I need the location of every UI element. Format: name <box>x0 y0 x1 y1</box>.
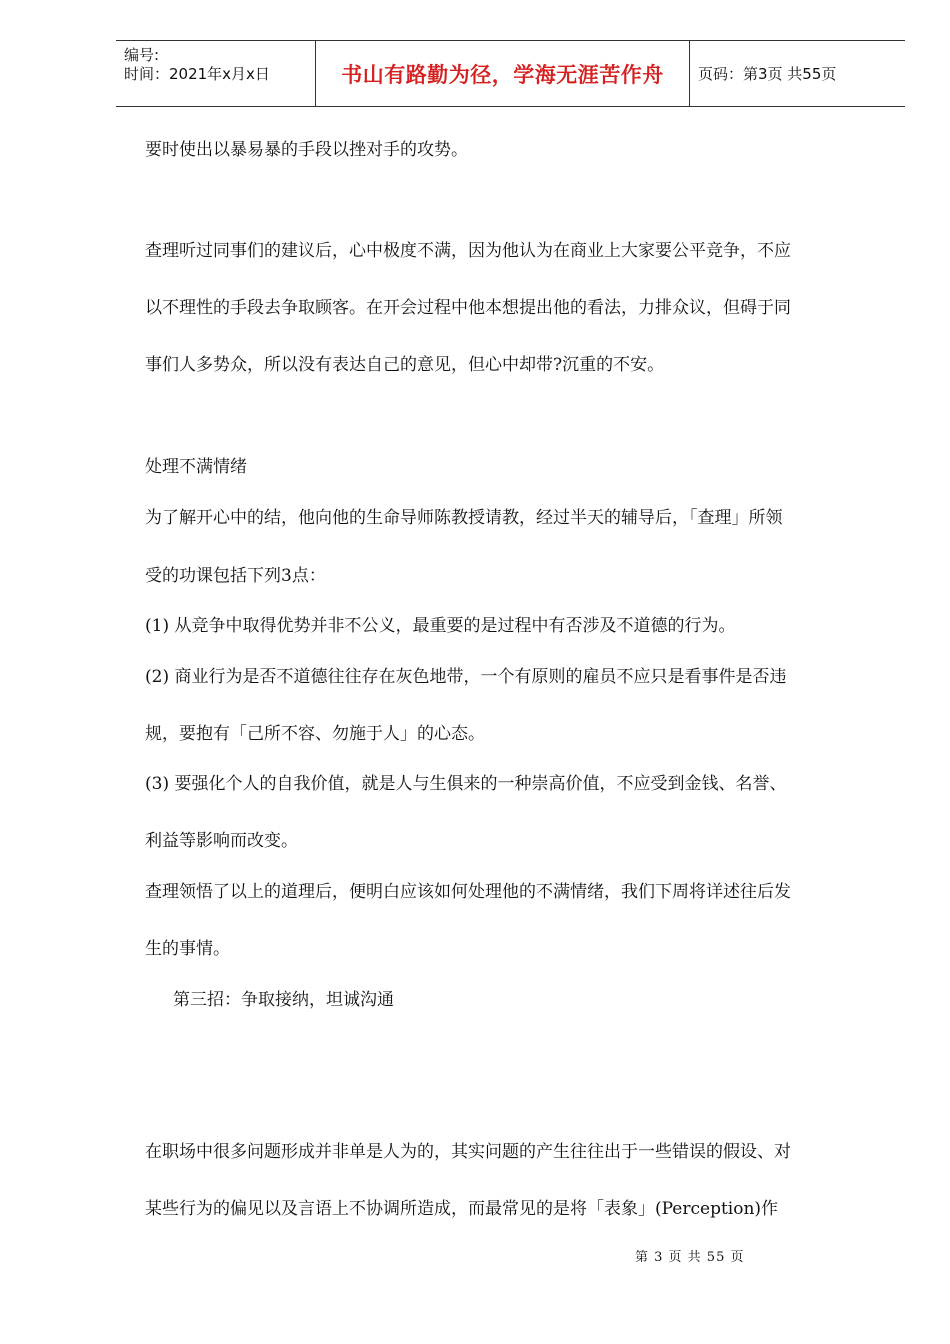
body-line: 查理领悟了以上的道理后，便明白应该如何处理他的不满情绪，我们下周将详述往后发 <box>145 882 791 902</box>
list-item: (3) 要强化个人的自我价值，就是人与生俱来的一种崇高价值，不应受到金钱、名誉、 <box>145 774 787 794</box>
page-header <box>116 40 905 107</box>
header-meta-cell <box>116 41 316 106</box>
body-line: 以不理性的手段去争取顾客。在开会过程中他本想提出他的看法，力排众议，但碍于同 <box>145 298 791 318</box>
header-page-cell <box>690 41 905 106</box>
body-line: 受的功课包括下列3点： <box>145 566 326 586</box>
list-item-continued: 利益等影响而改变。 <box>145 831 298 851</box>
header-motto: 书山有路勤为径，学海无涯苦作舟 <box>341 62 664 87</box>
body-line: 事们人多势众，所以没有表达自己的意见，但心中却带?沉重的不安。 <box>145 355 665 375</box>
body-line: 在职场中很多问题形成并非单是人为的，其实问题的产生往往出于一些错误的假设、对 <box>145 1142 791 1162</box>
section-heading: 处理不满情绪 <box>145 457 247 477</box>
body-line: 要时使出以暴易暴的手段以挫对手的攻势。 <box>145 140 468 160</box>
header-motto-cell <box>316 41 690 106</box>
page-footer: 第 3 页 共 55 页 <box>635 1250 745 1265</box>
list-item-continued: 规，要抱有「己所不容、勿施于人」的心态。 <box>145 724 485 744</box>
body-line: 查理听过同事们的建议后，心中极度不满，因为他认为在商业上大家要公平竞争，不应 <box>145 241 791 261</box>
body-line: 为了解开心中的结，他向他的生命导师陈教授请教，经过半天的辅导后，「查理」所领 <box>145 508 783 528</box>
header-page-info: 页码：第3页 共55页 <box>698 65 837 83</box>
time-label: 时间：2021年x月x日 <box>124 65 270 83</box>
list-item: (2) 商业行为是否不道德往往存在灰色地带，一个有原则的雇员不应只是看事件是否违 <box>145 667 787 687</box>
body-line: 某些行为的偏见以及言语上不协调所造成，而最常见的是将「表象」(Perception)作 <box>145 1199 779 1219</box>
list-item: (1) 从竞争中取得优势并非不公义，最重要的是过程中有否涉及不道德的行为。 <box>145 616 736 636</box>
section-heading: 第三招：争取接纳，坦诚沟通 <box>173 990 394 1010</box>
body-line: 生的事情。 <box>145 939 230 959</box>
serial-label: 编号: <box>124 46 160 64</box>
